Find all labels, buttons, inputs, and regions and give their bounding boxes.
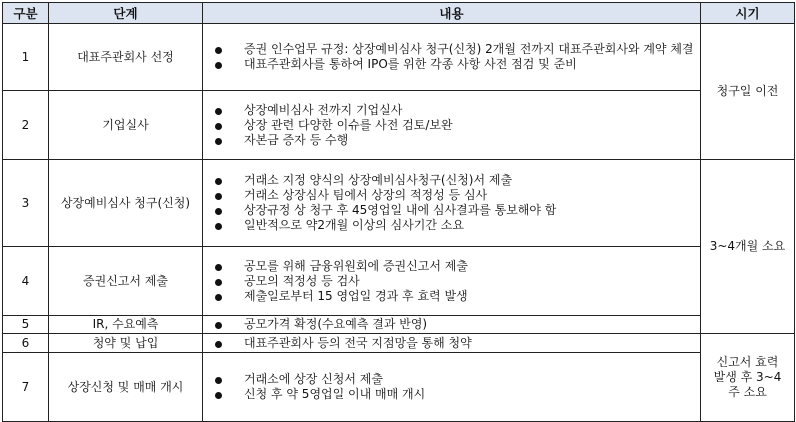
bullet-icon — [215, 178, 222, 185]
list-item: 공모가격 확정(수요예측 결과 반영) — [203, 317, 696, 332]
row-step: 대표주관회사 선정 — [49, 24, 203, 91]
row-no: 1 — [3, 24, 49, 91]
list-item: 증권 인수업무 규정: 상장예비심사 청구(신청) 2개월 전까지 대표주관회사와 계약 체결 — [203, 42, 696, 57]
list-item: 대표주관회사를 통하여 IPO를 위한 각종 사항 사전 점검 및 준비 — [203, 57, 696, 72]
row-content — [203, 24, 701, 91]
list-item: 자본금 증자 등 수행 — [203, 133, 696, 148]
row-content — [203, 160, 701, 247]
list-item: 거래소 지정 양식의 상장예비심사청구(신청)서 제출 — [203, 173, 696, 188]
table-row — [3, 160, 795, 247]
bullet-icon — [215, 264, 222, 271]
list-item: 상장 관련 다양한 이슈를 사전 검토/보완 — [203, 118, 696, 133]
bullet-icon — [215, 208, 222, 215]
bullet-icon — [215, 392, 222, 399]
header-row — [3, 3, 795, 24]
row-no: 6 — [3, 334, 49, 353]
bullet-icon — [215, 138, 222, 145]
list-item: 상장규정 상 청구 후 45영업일 내에 심사결과를 통보해야 함 — [203, 203, 696, 218]
timing-cell: 3~4개월 소요 — [701, 160, 795, 334]
list-item: 제출일로부터 15 영업일 경과 후 효력 발생 — [203, 289, 696, 304]
list-item: 상장예비심사 전까지 기업실사 — [203, 103, 696, 118]
row-step: 상장예비심사 청구(신청) — [49, 160, 203, 247]
bullet-icon — [215, 294, 222, 301]
table-row — [3, 247, 795, 316]
row-no: 3 — [3, 160, 49, 247]
row-content — [203, 247, 701, 316]
list-item: 일반적으로 약2개월 이상의 심사기간 소요 — [203, 218, 696, 233]
header-step: 단계 — [49, 3, 203, 24]
row-no: 5 — [3, 316, 49, 334]
bullet-icon — [215, 108, 222, 115]
row-step: 상장신청 및 매매 개시 — [49, 353, 203, 422]
list-item: 신청 후 약 5영업일 이내 매매 개시 — [203, 387, 696, 402]
table-row — [3, 334, 795, 353]
timing-cell: 청구일 이전 — [701, 24, 795, 160]
bullet-icon — [215, 279, 222, 286]
row-no: 7 — [3, 353, 49, 422]
bullet-icon — [215, 341, 222, 348]
bullet-icon — [215, 193, 222, 200]
list-item: 거래소에 상장 신청서 제출 — [203, 372, 696, 387]
row-no: 2 — [3, 91, 49, 160]
list-item: 거래소 상장심사 팀에서 상장의 적정성 등 심사 — [203, 188, 696, 203]
list-item: 대표주관회사 등의 전국 지점망을 통해 청약 — [203, 336, 696, 351]
list-item: 공모의 적정성 등 검사 — [203, 274, 696, 289]
header-no: 구분 — [3, 3, 49, 24]
row-step: 기업실사 — [49, 91, 203, 160]
bullet-icon — [215, 62, 222, 69]
table-row — [3, 91, 795, 160]
timing-cell: 신고서 효력 발생 후 3~4 주 소요 — [701, 334, 795, 422]
bullet-icon — [215, 377, 222, 384]
header-content: 내용 — [203, 3, 701, 24]
header-timing: 시기 — [701, 3, 795, 24]
bullet-icon — [215, 223, 222, 230]
row-no: 4 — [3, 247, 49, 316]
bullet-icon — [215, 123, 222, 130]
row-content — [203, 334, 701, 353]
row-step: 증권신고서 제출 — [49, 247, 203, 316]
list-item: 공모를 위해 금융위원회에 증권신고서 제출 — [203, 259, 696, 274]
table-row — [3, 316, 795, 334]
bullet-icon — [215, 322, 222, 329]
table-row — [3, 24, 795, 91]
row-step: IR, 수요예측 — [49, 316, 203, 334]
row-content — [203, 353, 701, 422]
bullet-icon — [215, 47, 222, 54]
row-content — [203, 91, 701, 160]
row-content — [203, 316, 701, 334]
row-step: 청약 및 납입 — [49, 334, 203, 353]
table-row — [3, 353, 795, 422]
ipo-process-table — [2, 2, 795, 422]
